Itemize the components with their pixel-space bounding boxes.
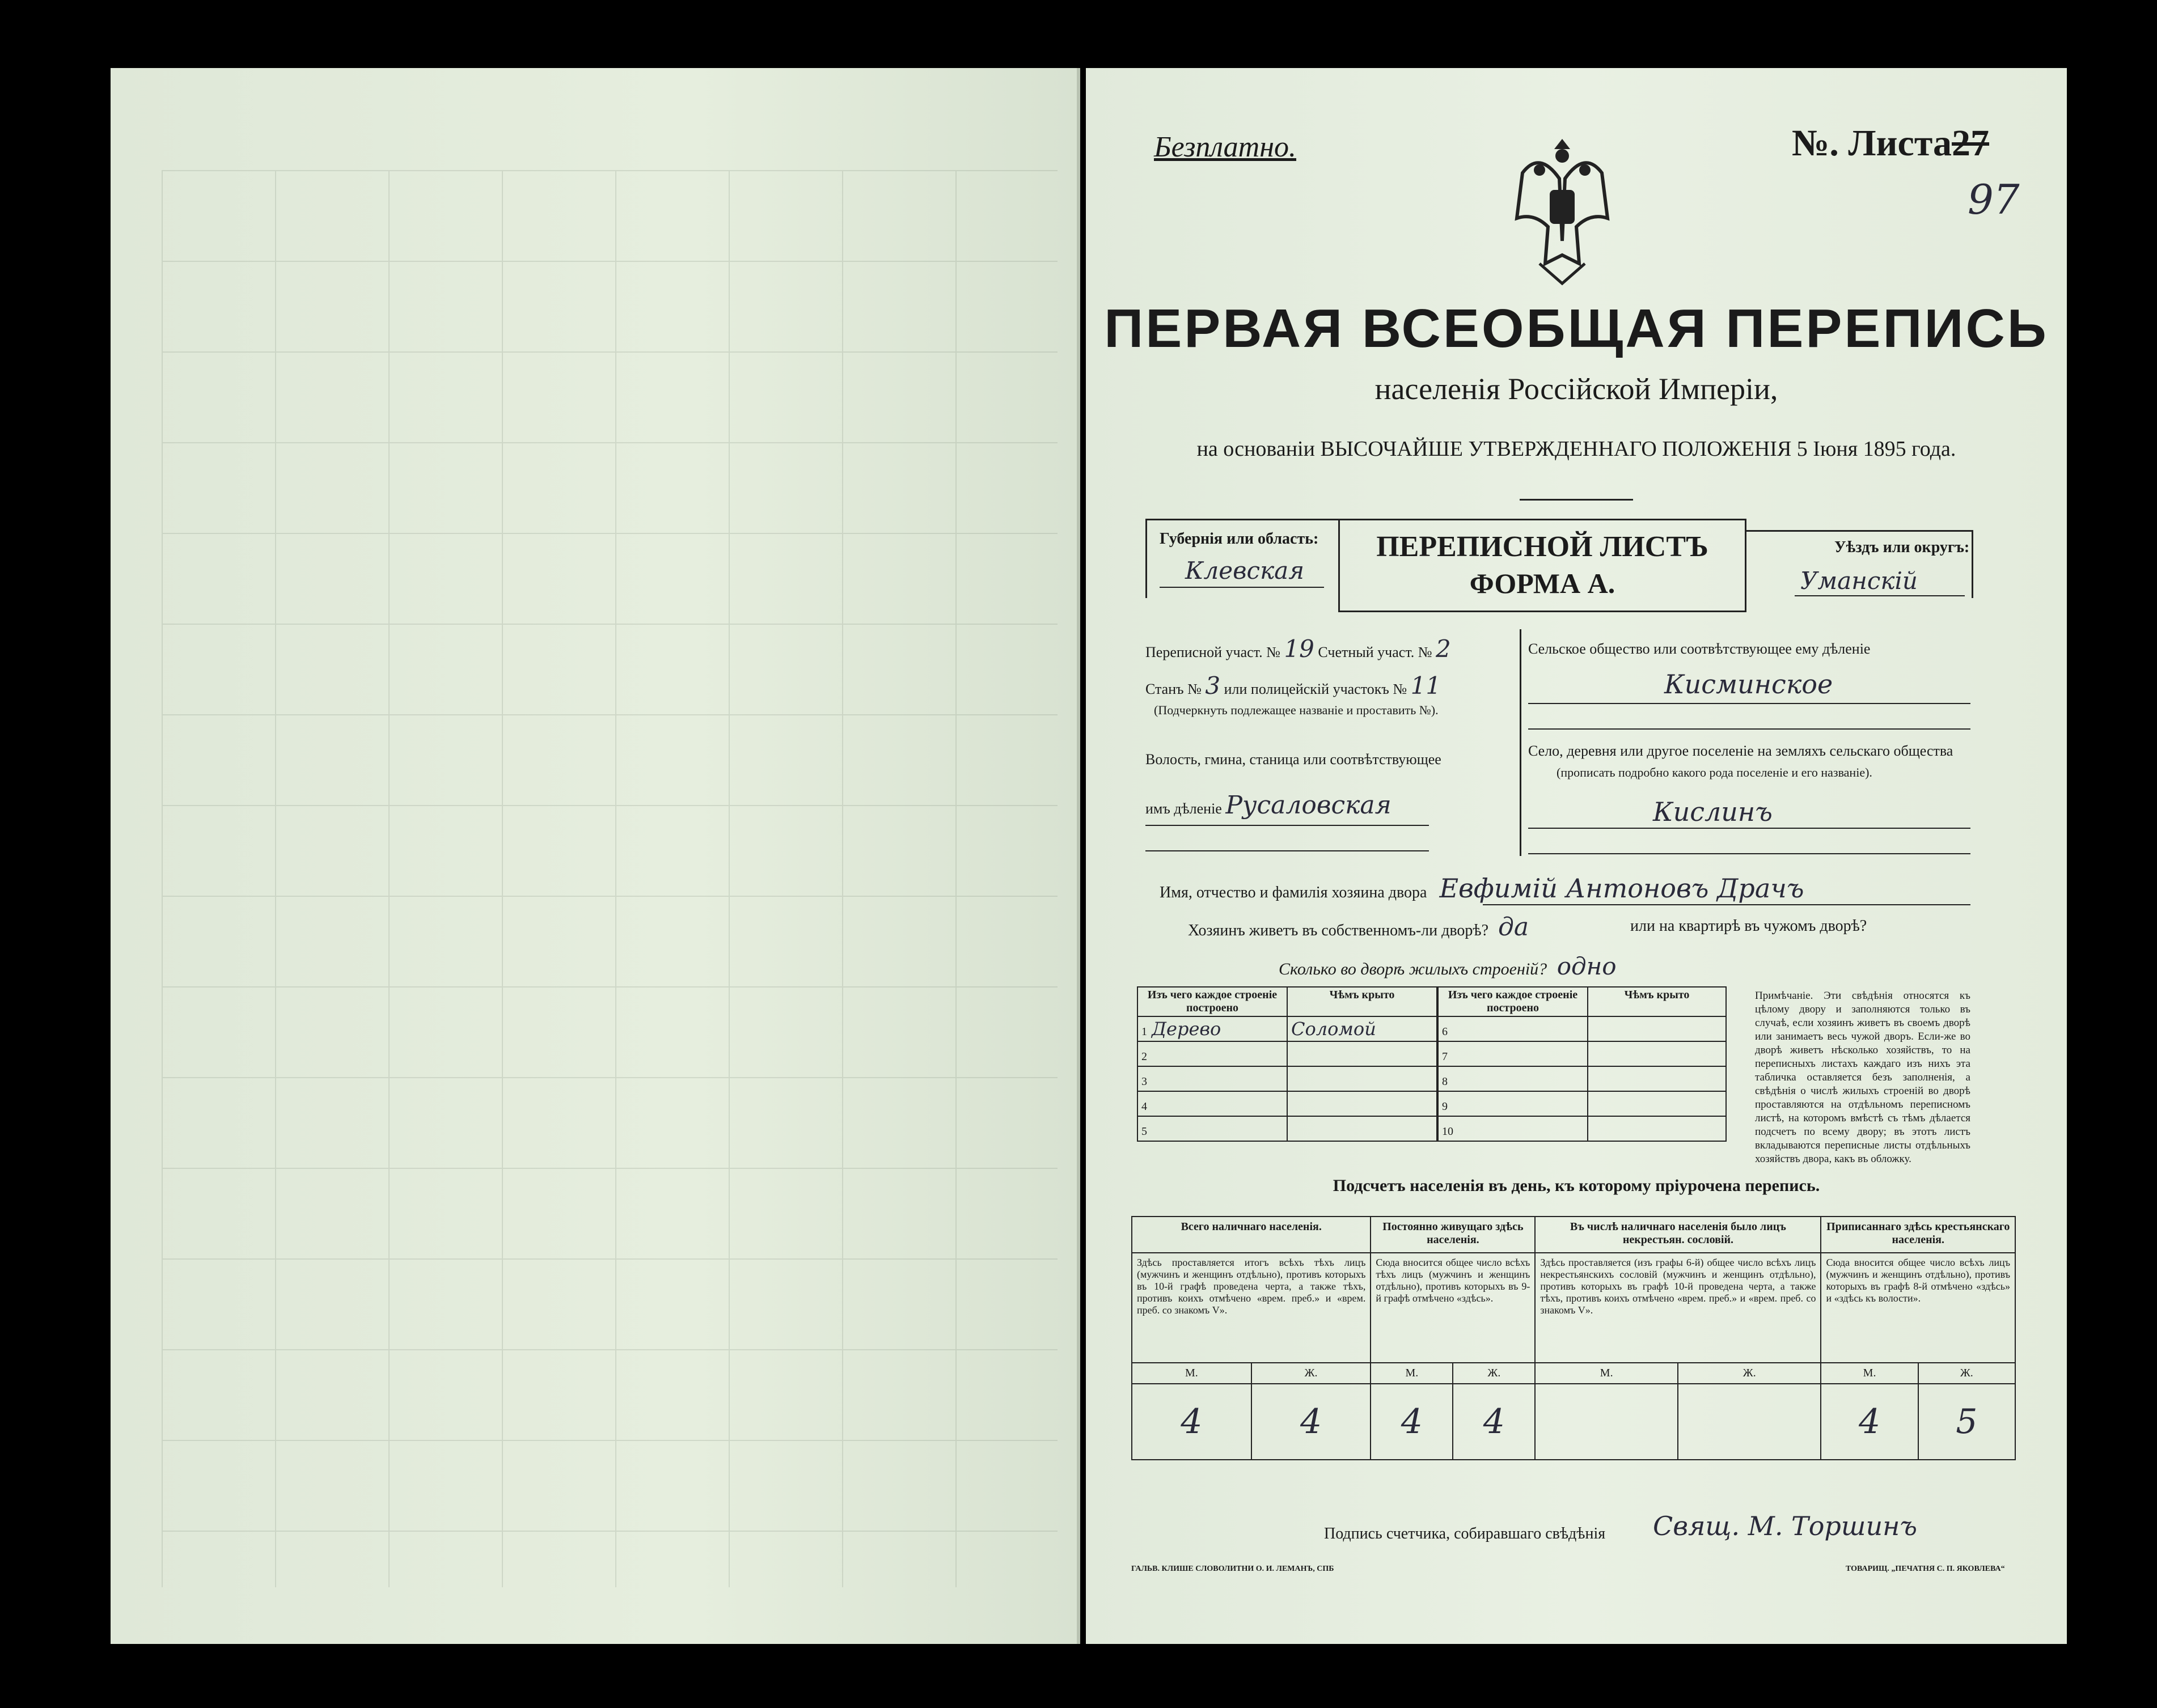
society-label: Сельское общество или соотвѣтствующее ему дѣленіе (1528, 641, 1871, 657)
census-district-value: 19 (1284, 635, 1314, 663)
rented-label: или на квартирѣ въ чужомъ дворѣ? (1630, 917, 1867, 935)
district-label: Уѣздъ или округъ: (1834, 539, 1970, 556)
population-column-desc: Здѣсь проставляется итогъ всѣхъ тѣхъ лицъ (мужчинъ и женщинъ отдѣльно), противъ которыхъ въ 10-й графѣ проведена черта, а также тѣхъ, противъ коихъ отмѣчено «врем. преб.» и «врем. преб. со знакомъ V». (1132, 1253, 1371, 1363)
volost-row: имъ дѣленіе Русаловская (1145, 791, 1392, 820)
sheet-title: ПЕРЕПИСНОЙ ЛИСТЪ (1376, 531, 1708, 563)
buildings-row (1438, 1116, 1726, 1141)
building-material-cell (1438, 1116, 1588, 1141)
female-count: 4 (1453, 1384, 1535, 1460)
sheet-number-handwritten: 97 (1968, 176, 2020, 223)
population-column-desc: Сюда вносится общее число всѣхъ лицъ (мужчинъ и женщинъ отдѣльно), противъ которыхъ въ графѣ 8-й отмѣчено «здѣсь» и «здѣсь къ волости». (1821, 1253, 2015, 1363)
buildings-row (1137, 1041, 1437, 1066)
buildings-note: Примѣчаніе. Эти свѣдѣнія относятся къ цѣлому двору и заполняются только въ случаѣ, если хозяинъ живетъ въ своемъ дворѣ или занимаетъ весь чужой дворъ. Если-же во дворѣ живетъ нѣсколько хозяйствъ, то на переписныхъ листахъ каждаго изъ нихъ эта табличка оставляется безъ заполненія, а свѣдѣнія о числѣ жилыхъ строеній во дворѣ проставляются на отдѣльномъ переписномъ листѣ, на которомъ вмѣстѣ съ тѣмъ дѣлается подсчетъ по всему двору; въ этотъ листъ вкладываются переписные листы отдѣльныхъ хозяйствъ двора, какъ въ обложку. (1755, 990, 1970, 1165)
population-column-title: Всего наличнаго населенія. (1132, 1217, 1371, 1253)
owner-row: Имя, отчество и фамилія хозяина двора Евфимій Антоновъ Драчъ (1160, 873, 1804, 904)
buildings-row (1137, 1116, 1437, 1141)
building-roof (1287, 1041, 1437, 1066)
building-number: 2 (1141, 1050, 1147, 1063)
female-count: 4 (1251, 1384, 1371, 1460)
sheet-number-label: №. Листа27 (1792, 122, 1990, 164)
printer-right: ТОВАРИЩ. „ПЕЧАТНЯ С. П. ЯКОВЛЕВА“ (1846, 1565, 2005, 1573)
male-label: М. (1535, 1363, 1678, 1384)
count-district-value: 2 (1436, 635, 1451, 663)
building-roof (1588, 1116, 1726, 1141)
stan-value: 3 (1205, 672, 1221, 700)
population-column-desc: Сюда вносится общее число всѣхъ тѣхъ лицъ (мужчинъ и женщинъ отдѣльно), противъ которыхъ въ 9-й графѣ отмѣчено «здѣсь». (1371, 1253, 1535, 1363)
free-label: Безплатно. (1154, 131, 1297, 163)
building-number: 5 (1141, 1125, 1147, 1138)
sheet-number-crossed: 27 (1952, 122, 1990, 164)
province-underline (1160, 587, 1324, 588)
left-page (111, 68, 1080, 1644)
building-number: 7 (1442, 1050, 1448, 1063)
building-material-cell (1438, 1041, 1588, 1066)
population-column-desc: Здѣсь проставляется (изъ графы 6-й) общее число всѣхъ лицъ некрестьянскихъ сословій (мужчинъ и женщинъ отдѣльно), противъ которыхъ въ графѣ 10-й проведена черта, а также тѣхъ, противъ коихъ отмѣчено «врем. преб.» и «врем. преб. со знакомъ V». (1535, 1253, 1821, 1363)
right-page (1086, 68, 2067, 1644)
owner-underline (1483, 904, 1970, 905)
buildings-row: Сколько во дворѣ жилыхъ строеній? одно (1279, 952, 1617, 980)
legal-basis: на основаніи ВЫСОЧАЙШЕ УТВЕРЖДЕННАГО ПОЛОЖЕНІЯ 5 Іюня 1895 года. (1196, 437, 1956, 461)
signature-label: Подпись счетчика, собиравшаго свѣдѣнія (1324, 1525, 1606, 1542)
buildings-row (1137, 1066, 1437, 1091)
show-through-grid (162, 170, 1058, 1587)
building-material-cell (1438, 1016, 1588, 1041)
buildings-table-right (1437, 986, 1727, 1142)
population-column-title: Въ числѣ наличнаго населенія было лицъ некрестьян. сословій. (1535, 1217, 1821, 1253)
buildings-row (1438, 1041, 1726, 1066)
signature-value: Свящ. М. Торшинъ (1653, 1511, 1918, 1541)
own-yard-row: Хозяинъ живетъ въ собственномъ-ли дворѣ? да (1188, 913, 1529, 942)
male-count (1535, 1384, 1678, 1460)
building-number: 4 (1141, 1100, 1147, 1113)
building-roof (1588, 1016, 1726, 1041)
male-count: 4 (1821, 1384, 1918, 1460)
volost-label: Волость, гмина, станица или соотвѣтствующее (1145, 751, 1441, 768)
building-material-cell (1137, 1016, 1287, 1041)
building-number: 9 (1442, 1100, 1448, 1113)
village-label: Село, деревня или другое поселеніе на земляхъ сельскаго общества (1528, 743, 1953, 759)
building-material-cell (1438, 1091, 1588, 1116)
owner-value: Евфимій Антоновъ Драчъ (1439, 873, 1804, 904)
building-roof (1287, 1066, 1437, 1091)
building-material-cell (1438, 1066, 1588, 1091)
building-roof (1588, 1041, 1726, 1066)
province-label: Губернія или область: (1160, 530, 1319, 548)
population-table (1131, 1216, 2016, 1460)
building-material-cell (1137, 1041, 1287, 1066)
buildings-table-header: Изъ чего каждое строеніе построено Чѣмъ крыто (1137, 987, 1437, 1016)
district-underline (1795, 595, 1965, 596)
form-name: ФОРМА А. (1469, 567, 1615, 599)
buildings-row (1137, 1016, 1437, 1041)
printer-left: ГАЛЬВ. КЛИШЕ СЛОВОЛИТНИ О. И. ЛЕМАНЪ, СПБ (1131, 1565, 1334, 1573)
building-number: 8 (1442, 1075, 1448, 1088)
building-material-cell (1137, 1091, 1287, 1116)
society-underline-2 (1528, 728, 1970, 730)
society-value: Кисминское (1664, 669, 1833, 700)
province-value: Клевская (1185, 557, 1304, 584)
population-column-title: Приписаннаго здѣсь крестьянскаго населенія. (1821, 1217, 2015, 1253)
buildings-row (1438, 1091, 1726, 1116)
census-district-row: Переписной участ. № 19 Счетный участ. № 2 (1145, 635, 1451, 663)
female-count (1678, 1384, 1821, 1460)
building-material: Дерево (1152, 1018, 1221, 1040)
male-label: М. (1132, 1363, 1251, 1384)
male-count: 4 (1132, 1384, 1251, 1460)
fields-divider (1520, 629, 1521, 856)
village-note: (прописать подробно какого рода поселеніе и его названіе). (1557, 765, 1872, 779)
ornament-divider (1520, 499, 1633, 501)
building-number: 1 (1141, 1025, 1147, 1038)
volost-underline-2 (1145, 850, 1429, 851)
buildings-value: одно (1557, 952, 1617, 980)
buildings-row (1137, 1091, 1437, 1116)
imperial-eagle-emblem (1505, 128, 1619, 286)
building-roof: Соломой (1287, 1016, 1437, 1041)
population-column-title: Постоянно живущаго здѣсь населенія. (1371, 1217, 1535, 1253)
building-material-cell (1137, 1116, 1287, 1141)
page-title: ПЕРВАЯ ВСЕОБЩАЯ ПЕРЕПИСЬ (1104, 298, 2049, 359)
building-roof (1287, 1116, 1437, 1141)
female-label: Ж. (1251, 1363, 1371, 1384)
society-underline (1528, 703, 1970, 704)
village-value: Кислинъ (1653, 796, 1773, 827)
buildings-table-left (1137, 986, 1437, 1142)
buildings-row (1438, 1066, 1726, 1091)
building-roof (1588, 1091, 1726, 1116)
stan-row: Станъ № 3 или полицейскій участокъ № 11 (1145, 672, 1441, 700)
female-label: Ж. (1678, 1363, 1821, 1384)
building-material-cell (1137, 1066, 1287, 1091)
population-heading: Подсчетъ населенія въ день, къ которому пріурочена перепись. (1333, 1176, 1820, 1195)
police-value: 11 (1410, 672, 1441, 700)
building-roof (1588, 1066, 1726, 1091)
male-label: М. (1821, 1363, 1918, 1384)
volost-value: Русаловская (1225, 791, 1392, 820)
building-roof (1287, 1091, 1437, 1116)
underline-note: (Подчеркнуть подлежащее названіе и проставить №). (1154, 703, 1439, 717)
female-count: 5 (1918, 1384, 2015, 1460)
building-number: 10 (1442, 1125, 1453, 1138)
female-label: Ж. (1918, 1363, 2015, 1384)
buildings-table-header: Изъ чего каждое строеніе построено Чѣмъ крыто (1438, 987, 1726, 1016)
building-number: 6 (1442, 1025, 1448, 1038)
male-label: М. (1371, 1363, 1453, 1384)
village-underline (1528, 828, 1970, 829)
volost-underline (1145, 825, 1429, 826)
buildings-row (1438, 1016, 1726, 1041)
own-yard-value: да (1498, 913, 1529, 942)
page-subtitle: населенія Россійской Имперіи, (1374, 372, 1778, 406)
district-value: Уманскій (1800, 567, 1918, 595)
building-number: 3 (1141, 1075, 1147, 1088)
female-label: Ж. (1453, 1363, 1535, 1384)
male-count: 4 (1371, 1384, 1453, 1460)
village-underline-2 (1528, 853, 1970, 854)
